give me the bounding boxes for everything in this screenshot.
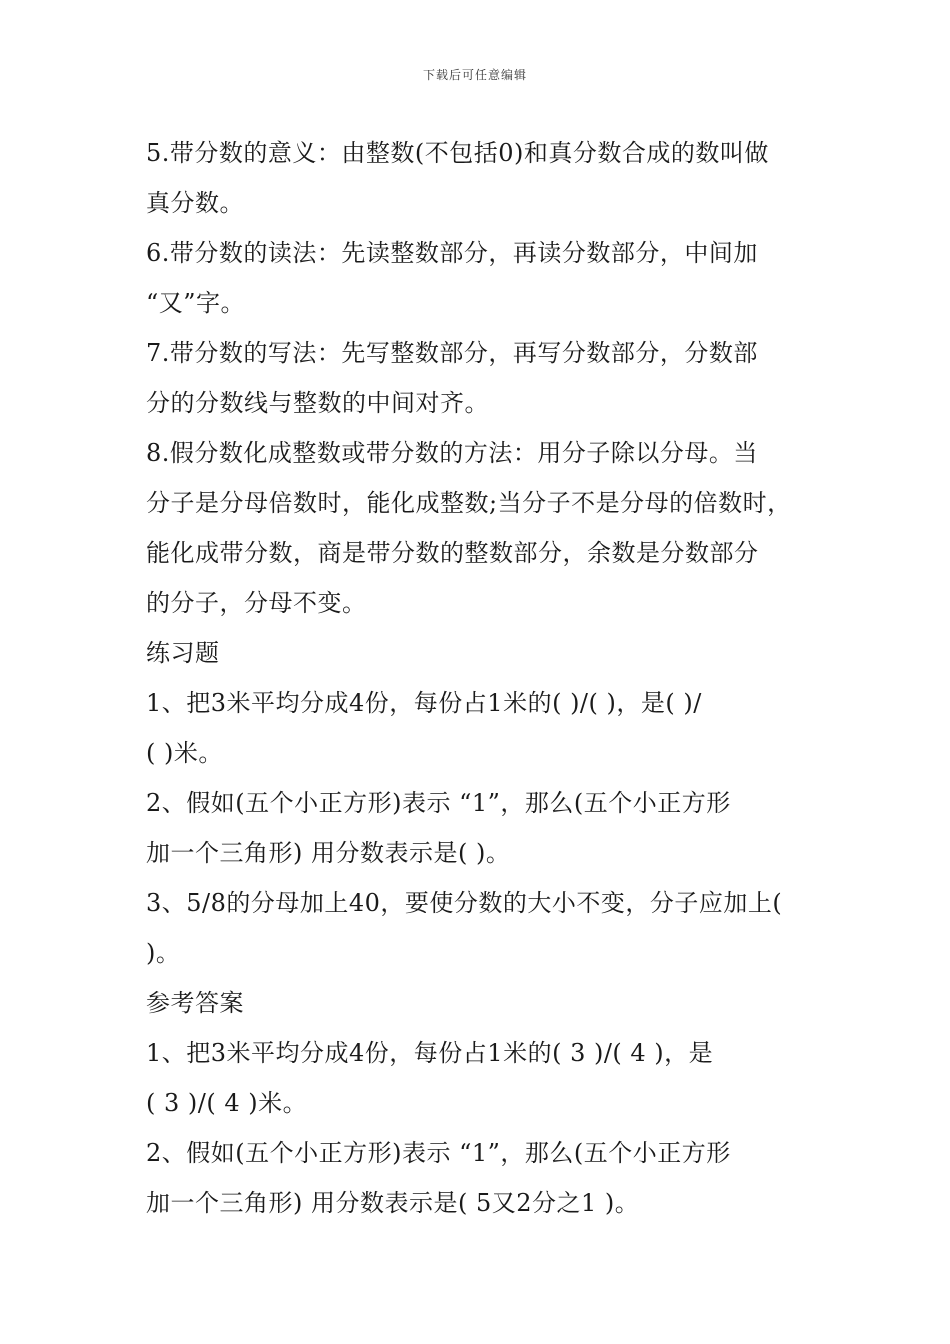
- exercise-line: 加一个三角形) 用分数表示是( )。: [146, 839, 511, 867]
- text-line: 7.带分数的写法：先写整数部分，再写分数部分，分数部: [146, 339, 758, 367]
- text-line: 8.假分数化成整数或带分数的方法：用分子除以分母。当: [146, 439, 758, 467]
- exercise-line: 2、假如(五个小正方形)表示 “1”，那么(五个小正方形: [146, 789, 731, 817]
- exercise-line: 1、把3米平均分成4份，每份占1米的( )/( )，是( )/: [146, 689, 702, 717]
- answer-line: ( 3 )/( 4 )米。: [146, 1089, 308, 1117]
- text-line: “又”字。: [146, 289, 246, 317]
- text-line: 分的分数线与整数的中间对齐。: [146, 389, 489, 417]
- page-header: 下载后可任意编辑: [422, 68, 527, 82]
- text-line: 的分子，分母不变。: [146, 589, 367, 617]
- text-line: 分子是分母倍数时，能化成整数;当分子不是分母的倍数时，: [146, 489, 792, 517]
- section-heading-answers: 参考答案: [146, 989, 244, 1017]
- document-body: [146, 128, 826, 1228]
- text-line: 能化成带分数，商是带分数的整数部分，余数是分数部分: [146, 539, 759, 567]
- section-heading-exercises: 练习题: [146, 639, 220, 667]
- answer-line: 加一个三角形) 用分数表示是( 5又2分之1 )。: [146, 1189, 640, 1217]
- answer-line: 2、假如(五个小正方形)表示 “1”，那么(五个小正方形: [146, 1139, 731, 1167]
- exercise-line: )。: [146, 939, 181, 967]
- exercise-line: ( )米。: [146, 739, 223, 767]
- text-line: 5.带分数的意义：由整数(不包括0)和真分数合成的数叫做: [146, 139, 769, 167]
- text-line: 真分数。: [146, 189, 244, 217]
- answer-line: 1、把3米平均分成4份，每份占1米的( 3 )/( 4 )，是: [146, 1039, 714, 1067]
- exercise-line: 3、5/8的分母加上40，要使分数的大小不变，分子应加上(: [146, 889, 783, 917]
- text-line: 6.带分数的读法：先读整数部分，再读分数部分，中间加: [146, 239, 758, 267]
